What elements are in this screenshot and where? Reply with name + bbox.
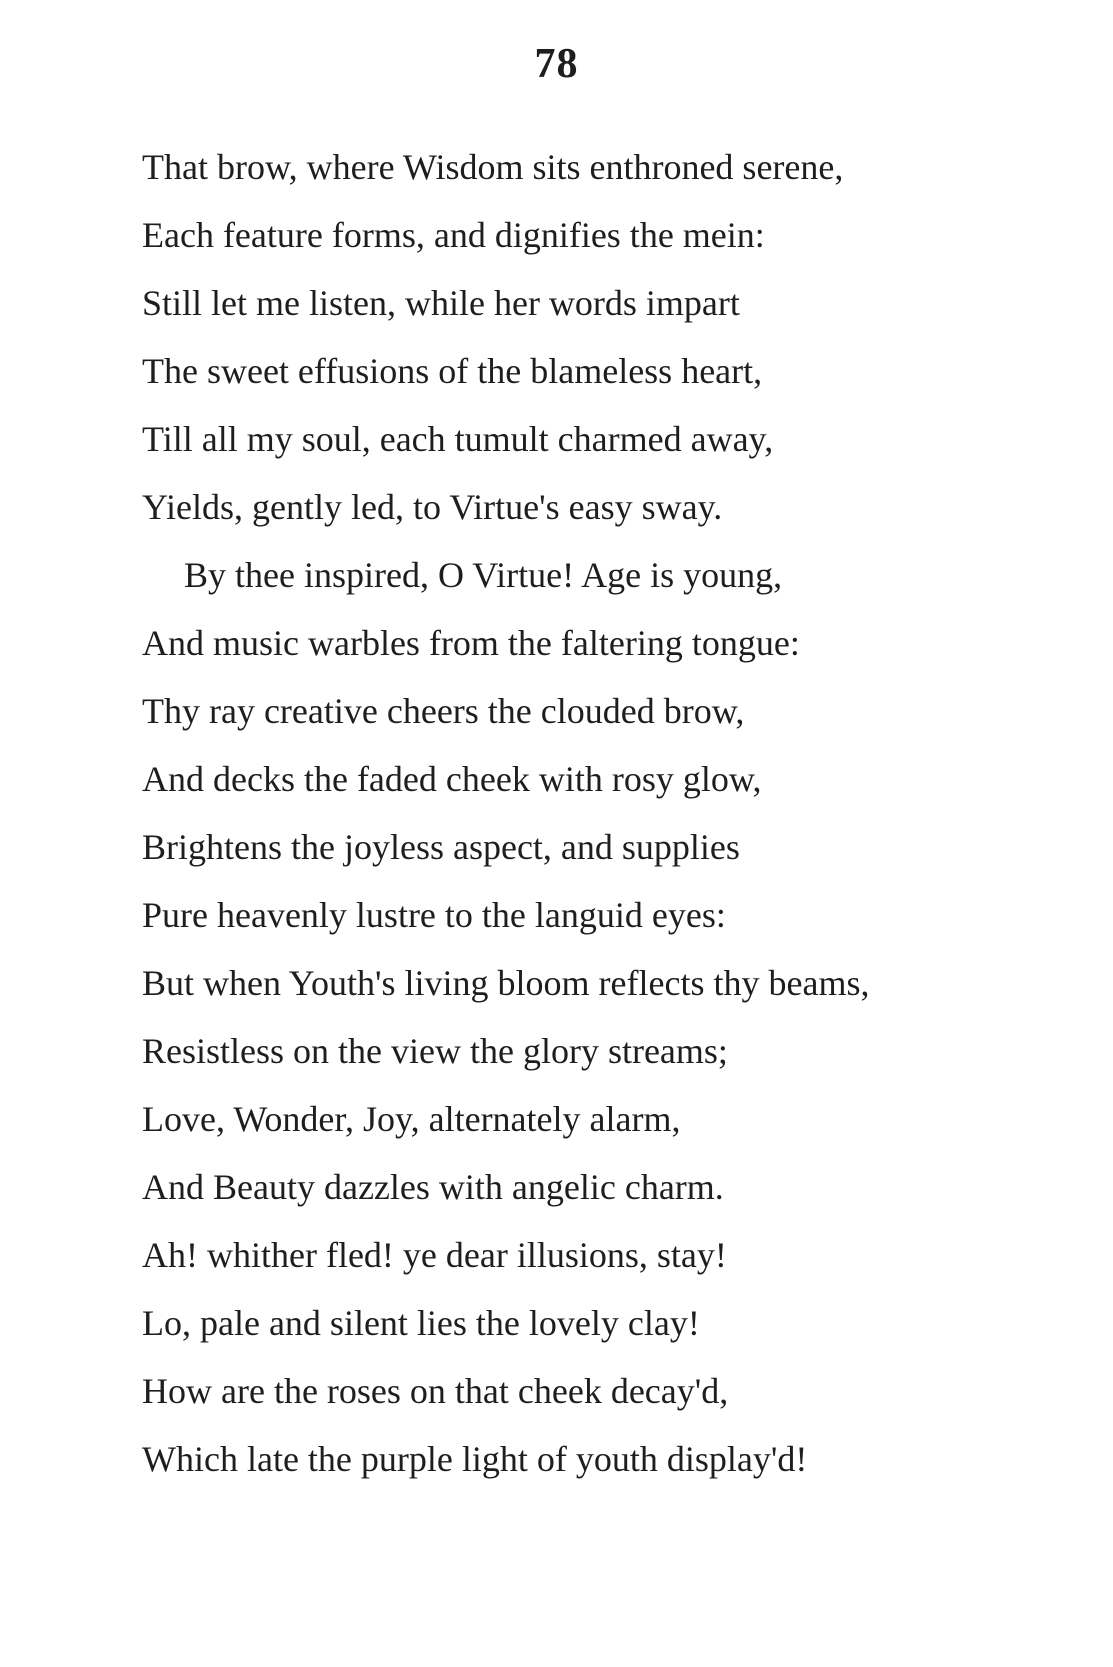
verse-line: How are the roses on that cheek decay'd, [142,1371,729,1411]
verse-line: That brow, where Wisdom sits enthroned serene, [142,147,844,187]
verse-line: Yields, gently led, to Virtue's easy sway. [142,487,723,527]
verse-line: Which late the purple light of youth display'd! [142,1439,808,1479]
verse-line: The sweet effusions of the blameless heart, [142,351,763,391]
verse-line: Love, Wonder, Joy, alternately alarm, [142,1099,681,1139]
verse-line: And Beauty dazzles with angelic charm. [142,1167,724,1207]
page-number: 78 [534,41,579,87]
verse-line: Pure heavenly lustre to the languid eyes: [142,895,726,935]
verse-line: And decks the faded cheek with rosy glow, [142,759,762,799]
verse-line: Ah! whither fled! ye dear illusions, stay! [142,1235,727,1275]
verse-line-stanza-start: By thee inspired, O Virtue! Age is young, [184,555,783,595]
verse-line: And music warbles from the faltering tongue: [142,623,800,663]
verse-line: Lo, pale and silent lies the lovely clay! [142,1303,700,1343]
verse-line: But when Youth's living bloom reflects thy beams, [142,963,870,1003]
poem-text [142,133,1092,1493]
verse-line: Resistless on the view the glory streams; [142,1031,728,1071]
verse-line: Still let me listen, while her words impart [142,283,740,323]
verse-line: Till all my soul, each tumult charmed away, [142,419,774,459]
verse-line: Each feature forms, and dignifies the mein: [142,215,765,255]
verse-line: Thy ray creative cheers the clouded brow, [142,691,745,731]
verse-line: Brightens the joyless aspect, and supplies [142,827,740,867]
